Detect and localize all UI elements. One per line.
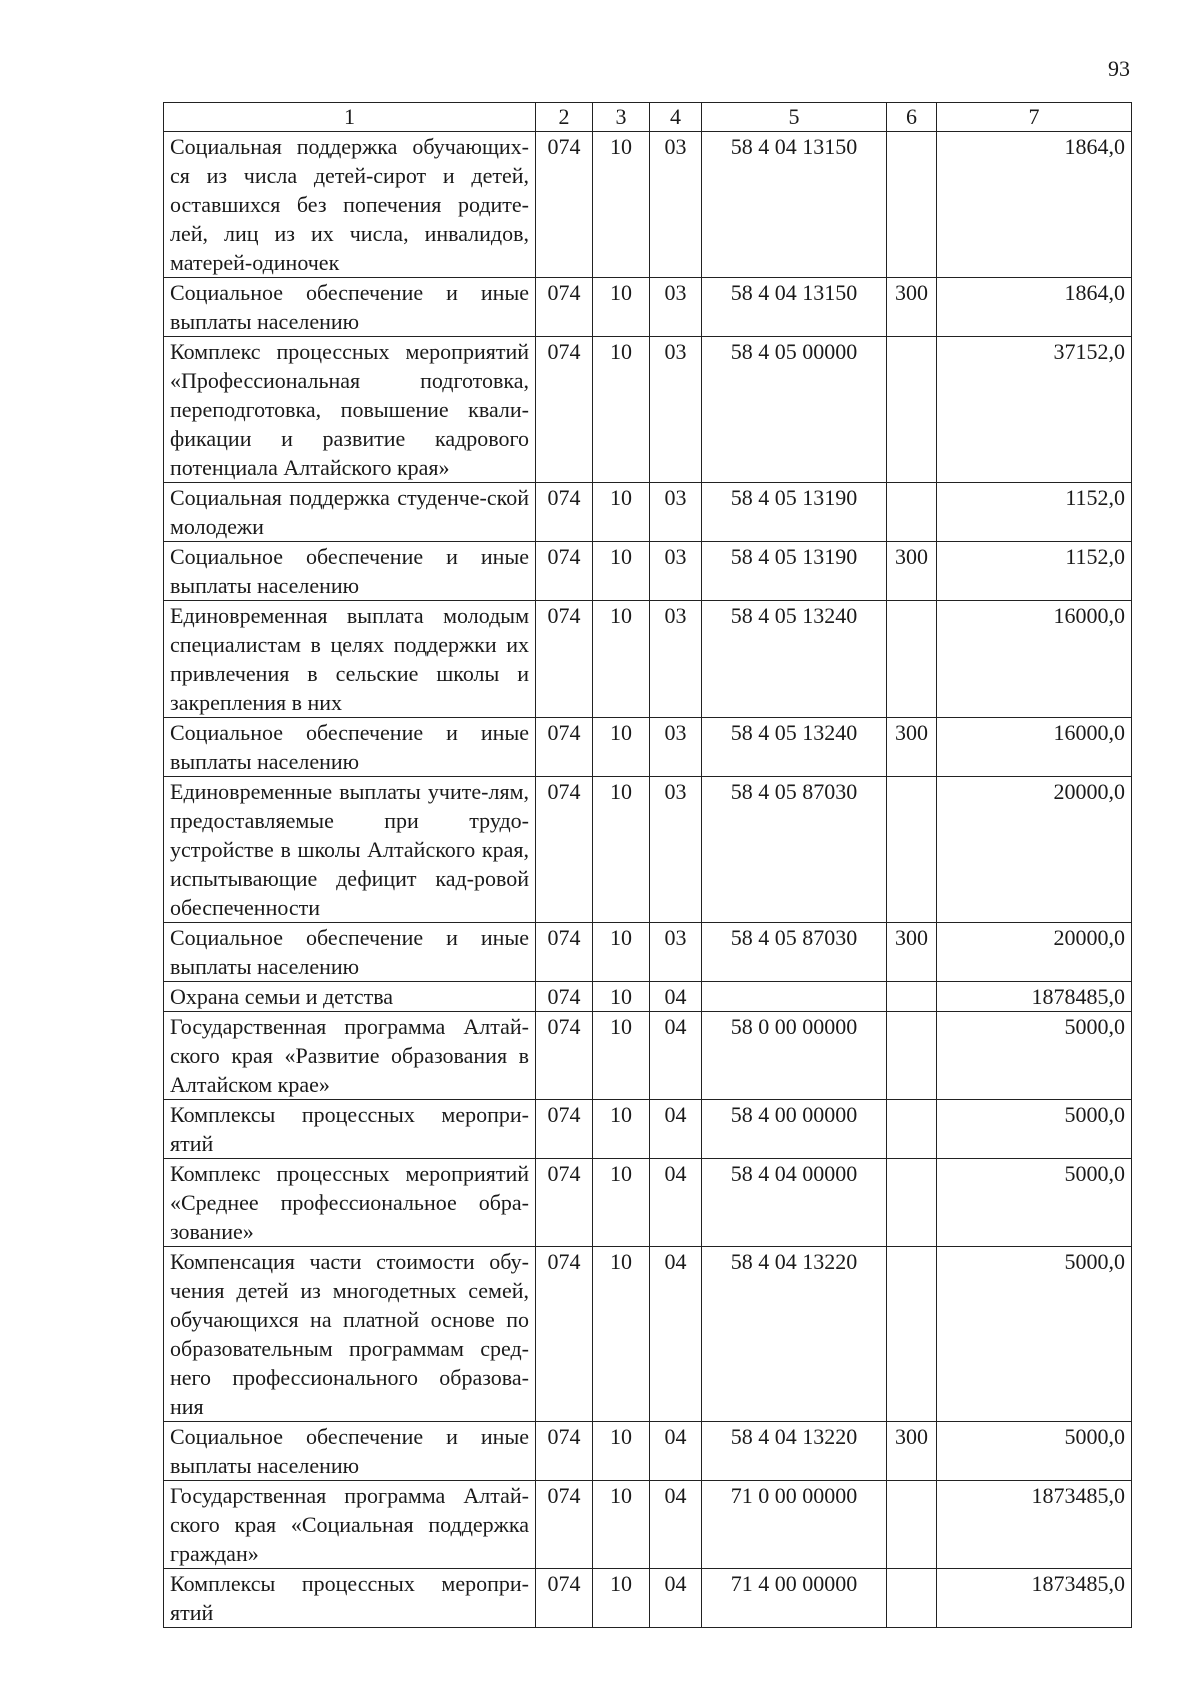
table-row [164,1481,1132,1569]
grbs-cell: 074 [536,982,593,1012]
amount-cell: 1864,0 [937,132,1132,278]
grbs-cell: 074 [536,601,593,718]
header-cell: 1 [164,103,536,132]
expense-type-cell [887,1159,937,1247]
grbs-cell: 074 [536,337,593,483]
expense-type-cell: 300 [887,923,937,982]
subsection-cell: 04 [650,1247,702,1422]
table-row [164,777,1132,923]
grbs-cell: 074 [536,1159,593,1247]
section-cell: 10 [593,982,650,1012]
subsection-cell: 04 [650,1012,702,1100]
section-cell: 10 [593,1159,650,1247]
target-article-cell: 58 4 04 13220 [702,1247,887,1422]
table-row [164,1159,1132,1247]
expense-type-cell [887,483,937,542]
expense-type-cell: 300 [887,542,937,601]
item-name-cell: Социальная поддержка обучающих-ся из числа детей-сирот и детей, оставшихся без попечения родите-лей, лиц из их числа, инвалидов, матерей-одиночек [164,132,536,278]
expense-type-cell: 300 [887,278,937,337]
target-article-cell: 71 4 00 00000 [702,1569,887,1628]
expense-type-cell [887,1012,937,1100]
expense-type-cell [887,1481,937,1569]
grbs-cell: 074 [536,542,593,601]
subsection-cell: 03 [650,483,702,542]
amount-cell: 1152,0 [937,483,1132,542]
target-article-cell: 58 4 04 13150 [702,132,887,278]
item-name-cell: Социальное обеспечение и иные выплаты населению [164,1422,536,1481]
grbs-cell: 074 [536,1012,593,1100]
section-cell: 10 [593,542,650,601]
subsection-cell: 03 [650,542,702,601]
target-article-cell: 58 4 05 87030 [702,777,887,923]
section-cell: 10 [593,923,650,982]
grbs-cell: 074 [536,923,593,982]
subsection-cell: 03 [650,132,702,278]
table-row [164,483,1132,542]
grbs-cell: 074 [536,1247,593,1422]
amount-cell: 5000,0 [937,1012,1132,1100]
table-row [164,1100,1132,1159]
item-name-cell: Комплексы процессных меропри-ятий [164,1569,536,1628]
subsection-cell: 04 [650,982,702,1012]
grbs-cell: 074 [536,777,593,923]
table-row [164,542,1132,601]
section-cell: 10 [593,1100,650,1159]
amount-cell: 5000,0 [937,1100,1132,1159]
target-article-cell: 58 4 00 00000 [702,1100,887,1159]
amount-cell: 1152,0 [937,542,1132,601]
amount-cell: 1873485,0 [937,1569,1132,1628]
target-article-cell: 58 4 04 13220 [702,1422,887,1481]
amount-cell: 5000,0 [937,1422,1132,1481]
grbs-cell: 074 [536,132,593,278]
table-row [164,337,1132,483]
header-cell: 2 [536,103,593,132]
target-article-cell: 58 4 04 00000 [702,1159,887,1247]
item-name-cell: Комплекс процессных мероприятий «Среднее профессиональное обра-зование» [164,1159,536,1247]
item-name-cell: Государственная программа Алтай-ского края «Развитие образования в Алтайском крае» [164,1012,536,1100]
amount-cell: 1878485,0 [937,982,1132,1012]
grbs-cell: 074 [536,1100,593,1159]
item-name-cell: Социальное обеспечение и иные выплаты населению [164,923,536,982]
expense-type-cell: 300 [887,1422,937,1481]
target-article-cell: 58 4 05 13240 [702,718,887,777]
item-name-cell: Социальная поддержка студенче-ской молодежи [164,483,536,542]
target-article-cell: 58 4 05 13190 [702,542,887,601]
table-row [164,1247,1132,1422]
section-cell: 10 [593,601,650,718]
header-row [164,103,1132,132]
grbs-cell: 074 [536,483,593,542]
item-name-cell: Социальное обеспечение и иные выплаты населению [164,278,536,337]
table-row [164,1569,1132,1628]
item-name-cell: Комплексы процессных меропри-ятий [164,1100,536,1159]
subsection-cell: 04 [650,1481,702,1569]
amount-cell: 5000,0 [937,1247,1132,1422]
expense-type-cell [887,1569,937,1628]
item-name-cell: Социальное обеспечение и иные выплаты населению [164,542,536,601]
item-name-cell: Компенсация части стоимости обу-чения детей из многодетных семей, обучающихся на платной основе по образовательным программам сред-него профессионального образова-ния [164,1247,536,1422]
expense-type-cell [887,982,937,1012]
expense-type-cell [887,601,937,718]
section-cell: 10 [593,132,650,278]
table-row [164,278,1132,337]
section-cell: 10 [593,1247,650,1422]
target-article-cell: 71 0 00 00000 [702,1481,887,1569]
subsection-cell: 03 [650,777,702,923]
expense-type-cell [887,777,937,923]
item-name-cell: Государственная программа Алтай-ского края «Социальная поддержка граждан» [164,1481,536,1569]
target-article-cell: 58 0 00 00000 [702,1012,887,1100]
grbs-cell: 074 [536,1481,593,1569]
expense-type-cell: 300 [887,718,937,777]
target-article-cell: 58 4 05 00000 [702,337,887,483]
expense-type-cell [887,132,937,278]
subsection-cell: 03 [650,923,702,982]
table-row [164,718,1132,777]
item-name-cell: Охрана семьи и детства [164,982,536,1012]
section-cell: 10 [593,777,650,923]
table-row [164,982,1132,1012]
target-article-cell: 58 4 05 13240 [702,601,887,718]
header-cell: 5 [702,103,887,132]
target-article-cell: 58 4 05 13190 [702,483,887,542]
target-article-cell: 58 4 05 87030 [702,923,887,982]
item-name-cell: Единовременная выплата молодым специалистам в целях поддержки их привлечения в сельские школы и закрепления в них [164,601,536,718]
grbs-cell: 074 [536,1422,593,1481]
section-cell: 10 [593,1569,650,1628]
target-article-cell [702,982,887,1012]
amount-cell: 37152,0 [937,337,1132,483]
grbs-cell: 074 [536,1569,593,1628]
grbs-cell: 074 [536,278,593,337]
section-cell: 10 [593,1012,650,1100]
subsection-cell: 03 [650,278,702,337]
subsection-cell: 03 [650,718,702,777]
header-cell: 6 [887,103,937,132]
header-cell: 4 [650,103,702,132]
section-cell: 10 [593,337,650,483]
section-cell: 10 [593,1422,650,1481]
item-name-cell: Комплекс процессных мероприятий «Профессиональная подготовка, переподготовка, повышение квали-фикации и развитие кадрового потенциала Алтайского края» [164,337,536,483]
amount-cell: 16000,0 [937,601,1132,718]
subsection-cell: 04 [650,1100,702,1159]
amount-cell: 5000,0 [937,1159,1132,1247]
expense-type-cell [887,337,937,483]
expense-type-cell [887,1247,937,1422]
item-name-cell: Единовременные выплаты учите-лям, предоставляемые при трудо-устройстве в школы Алтайского края, испытывающие дефицит кад-ровой обеспеченности [164,777,536,923]
item-name-cell: Социальное обеспечение и иные выплаты населению [164,718,536,777]
section-cell: 10 [593,1481,650,1569]
amount-cell: 1864,0 [937,278,1132,337]
target-article-cell: 58 4 04 13150 [702,278,887,337]
section-cell: 10 [593,718,650,777]
table-row [164,132,1132,278]
subsection-cell: 04 [650,1159,702,1247]
section-cell: 10 [593,483,650,542]
expense-type-cell [887,1100,937,1159]
amount-cell: 1873485,0 [937,1481,1132,1569]
amount-cell: 16000,0 [937,718,1132,777]
subsection-cell: 03 [650,337,702,483]
amount-cell: 20000,0 [937,777,1132,923]
table-body [164,132,1132,1628]
grbs-cell: 074 [536,718,593,777]
table-row [164,601,1132,718]
subsection-cell: 04 [650,1422,702,1481]
table-row [164,1422,1132,1481]
table-row [164,923,1132,982]
subsection-cell: 03 [650,601,702,718]
budget-table [163,102,1132,1628]
amount-cell: 20000,0 [937,923,1132,982]
section-cell: 10 [593,278,650,337]
subsection-cell: 04 [650,1569,702,1628]
page-number: 93 [1108,56,1130,81]
header-cell: 7 [937,103,1132,132]
header-cell: 3 [593,103,650,132]
table-row [164,1012,1132,1100]
